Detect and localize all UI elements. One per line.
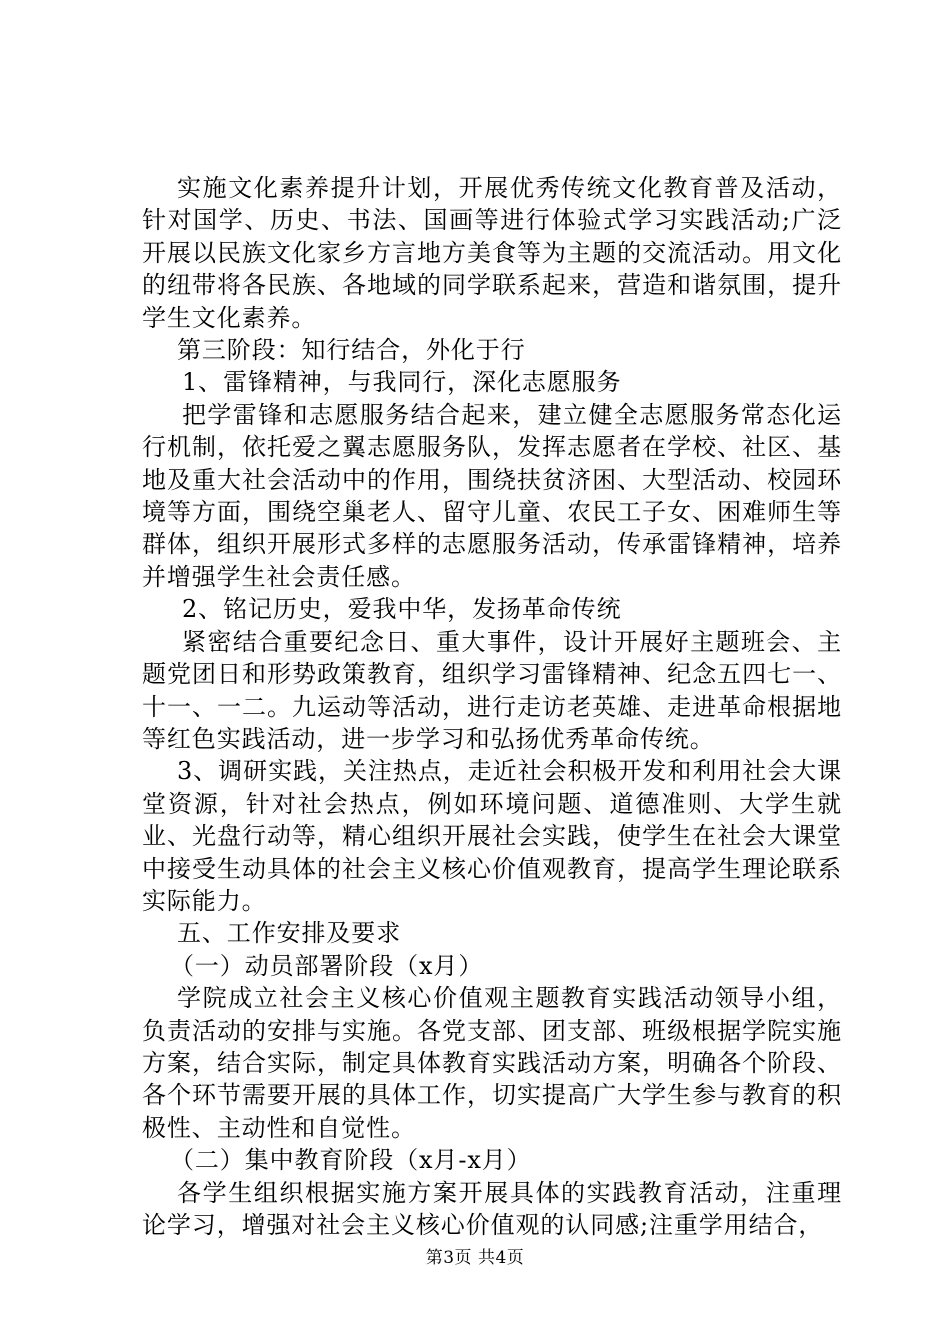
page-number-footer: 第3页 共4页: [425, 1248, 525, 1268]
document-body: [142, 172, 842, 1241]
paragraph-student-organizations: 各学生组织根据实施方案开展具体的实践教育活动，注重理论学习，增强对社会主义核心价值观的认同感;注重学用结合，: [142, 1178, 842, 1239]
paragraph-volunteer-service: 把学雷锋和志愿服务结合起来，建立健全志愿服务常态化运行机制，依托爱之翼志愿服务队，发挥志愿者在学校、社区、基地及重大社会活动中的作用，围绕扶贫济困、大型活动、校园环境等方面，围绕空巢老人、留守儿童、农民工子女、困难师生等群体，组织开展形式多样的志愿服务活动，传承雷锋精神，培养并增强学生社会责任感。: [142, 400, 842, 591]
heading-stage-three: 第三阶段：知行结合，外化于行: [177, 336, 526, 365]
heading-mobilization-stage: （一）动员部署阶段（x月）: [170, 951, 484, 980]
heading-leifeng-spirit: 1、雷锋精神，与我同行，深化志愿服务: [182, 368, 622, 397]
paragraph-leadership-group: 学院成立社会主义核心价值观主题教育实践活动领导小组，负责活动的安排与实施。各党支部、团支部、班级根据学院实施方案，结合实际，制定具体教育实践活动方案，明确各个阶段、各个环节需要开展的具体工作，切实提高广大学生参与教育的积极性、主动性和自觉性。: [142, 984, 842, 1142]
heading-work-arrangement: 五、工作安排及要求: [177, 919, 402, 948]
paragraph-research-practice: 3、调研实践，关注热点，走近社会积极开发和利用社会大课堂资源，针对社会热点，例如环境问题、道德准则、大学生就业、光盘行动等，精心组织开展社会实践，使学生在社会大课堂中接受生动具体的社会主义核心价值观教育，提高学生理论联系实际能力。: [142, 757, 842, 915]
paragraph-revolutionary-tradition: 紧密结合重要纪念日、重大事件，设计开展好主题班会、主题党团日和形势政策教育，组织学习雷锋精神、纪念五四七一、十一、一二。九运动等活动，进行走访老英雄、走进革命根据地等红色实践活动，进一步学习和弘扬优秀革命传统。: [142, 627, 842, 753]
heading-concentrated-education-stage: （二）集中教育阶段（x月-x月）: [170, 1146, 532, 1175]
heading-remember-history: 2、铭记历史，爱我中华，发扬革命传统: [182, 595, 622, 624]
paragraph-culture-literacy: 实施文化素养提升计划，开展优秀传统文化教育普及活动，针对国学、历史、书法、国画等进行体验式学习实践活动;广泛开展以民族文化家乡方言地方美食等为主题的交流活动。用文化的纽带将各民族、各地域的同学联系起来，营造和谐氛围，提升学生文化素养。: [142, 174, 842, 332]
